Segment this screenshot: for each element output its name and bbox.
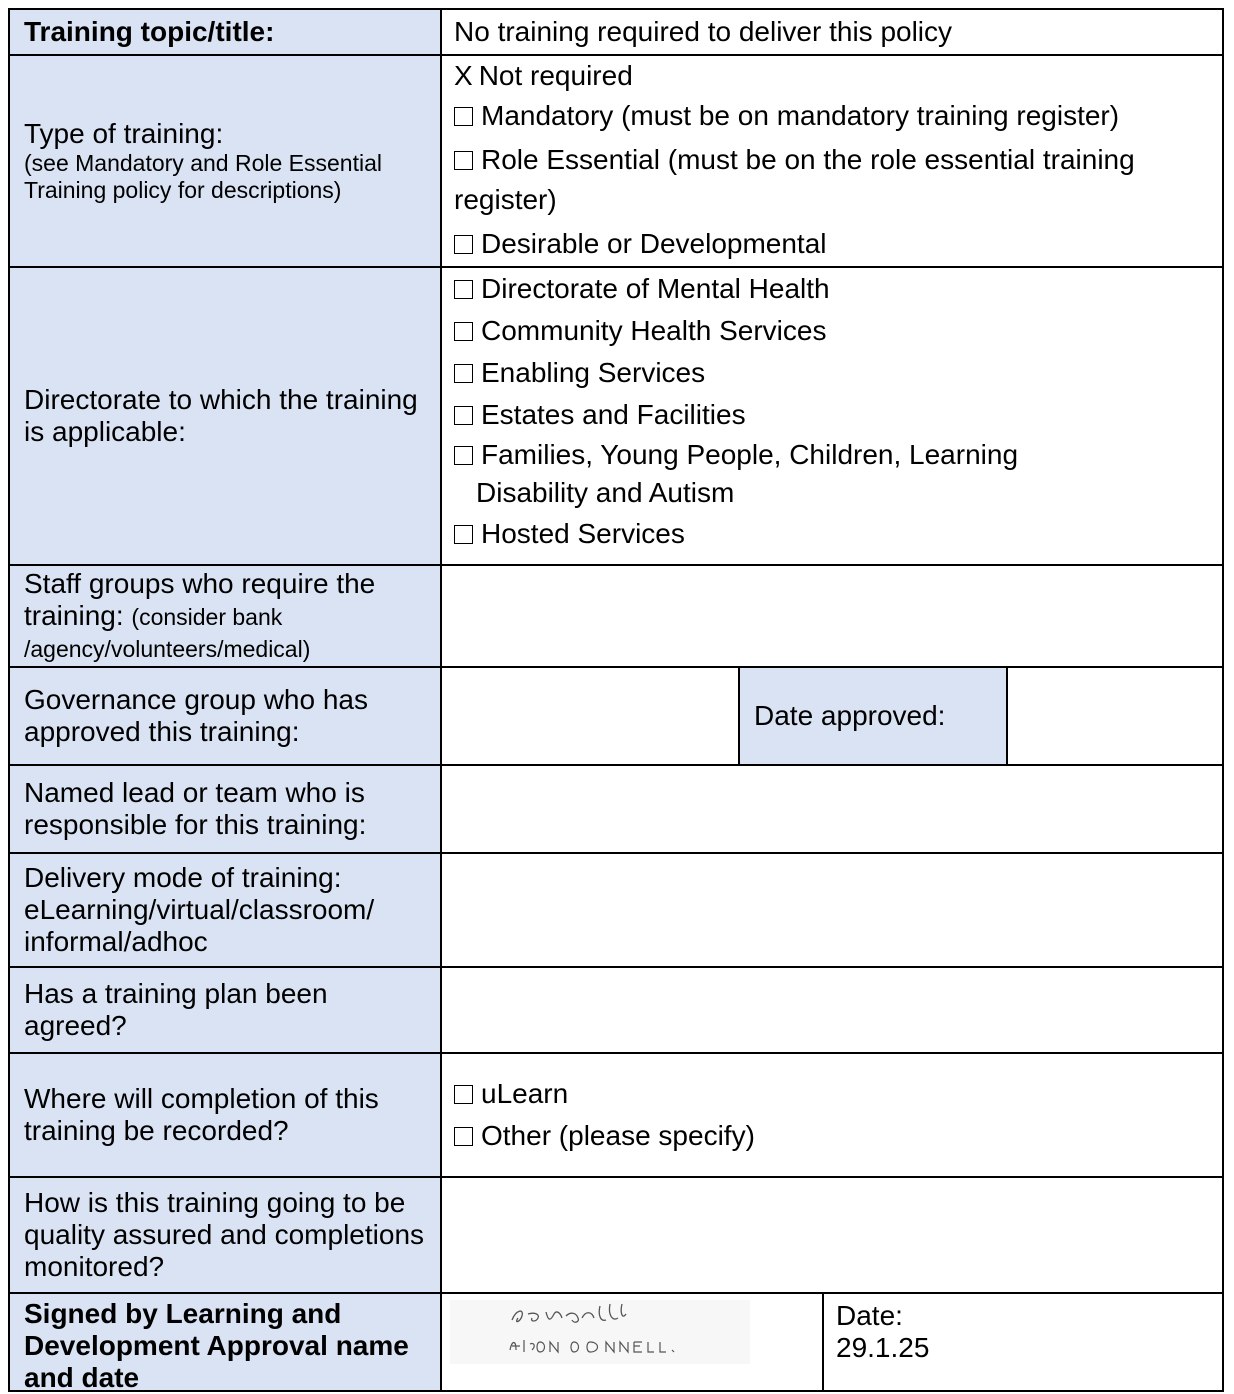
checkbox-icon [454, 235, 473, 254]
option-label: Directorate of Mental Health [481, 273, 830, 304]
staff-groups-note: (consider bank /agency/volunteers/medical) [24, 604, 311, 662]
checkbox-icon [454, 280, 473, 299]
checkbox-icon [454, 151, 473, 170]
training-form-table [8, 8, 1224, 1392]
row-named-lead [8, 764, 1224, 852]
option-label: Role Essential (must be on the role essential training register) [454, 144, 1135, 215]
delivery-mode-label: Delivery mode of training: eLearning/virtual/classroom/ informal/adhoc [10, 854, 442, 966]
checkbox-icon [454, 525, 473, 544]
x-mark-icon: X [454, 60, 473, 91]
signature-image [450, 1300, 750, 1364]
date-approved-value[interactable] [1008, 668, 1222, 764]
row-training-plan [8, 966, 1224, 1052]
training-plan-label: Has a training plan been agreed? [10, 968, 442, 1052]
staff-groups-label-cell [10, 566, 442, 666]
directorate-options [442, 268, 1222, 564]
checkbox-icon [454, 107, 473, 126]
governance-value[interactable] [442, 668, 740, 764]
type-option-role-essential[interactable] [454, 136, 1214, 224]
directorate-option-mental-health[interactable] [454, 268, 1214, 310]
signed-date-label: Date: [836, 1300, 903, 1331]
training-topic-label: Training topic/title: [10, 10, 442, 54]
option-label: Mandatory (must be on mandatory training register) [481, 100, 1120, 131]
signed-split [442, 1294, 1222, 1390]
training-type-note: (see Mandatory and Role Essential Training policy for descriptions) [24, 150, 382, 203]
row-delivery-mode [8, 852, 1224, 966]
checkbox-icon [454, 1127, 473, 1146]
option-label: Estates and Facilities [481, 399, 746, 430]
training-plan-value[interactable] [442, 968, 1222, 1052]
named-lead-label: Named lead or team who is responsible for this training: [10, 766, 442, 852]
directorate-option-enabling[interactable] [454, 352, 1214, 394]
checkbox-icon [454, 1085, 473, 1104]
option-label: Community Health Services [481, 315, 827, 346]
type-option-desirable[interactable] [454, 224, 1214, 264]
checkbox-icon [454, 322, 473, 341]
option-label: Desirable or Developmental [481, 228, 827, 259]
signed-date-value: 29.1.25 [836, 1332, 930, 1363]
quality-assured-value[interactable] [442, 1178, 1222, 1292]
training-type-label-cell [10, 56, 442, 266]
recorded-option-other[interactable] [454, 1115, 1214, 1157]
training-type-label: Type of training: [24, 118, 224, 149]
row-quality-assured [8, 1176, 1224, 1292]
directorate-label: Directorate to which the training is applicable: [10, 268, 442, 564]
signed-by-label: Signed by Learning and Development Approval name and date [10, 1294, 442, 1390]
option-label: Families, Young People, Children, Learning [481, 439, 1019, 470]
row-training-topic [8, 8, 1224, 54]
completion-recorded-options [442, 1054, 1222, 1176]
training-topic-value: No training required to deliver this policy [442, 10, 1222, 54]
signed-date-cell [824, 1294, 1222, 1390]
directorate-option-community[interactable] [454, 310, 1214, 352]
staff-groups-label: Staff groups who require the training: [24, 568, 376, 631]
directorate-option-estates[interactable] [454, 394, 1214, 436]
directorate-option-families-continuation: Disability and Autism [476, 477, 735, 508]
checkbox-icon [454, 364, 473, 383]
governance-label: Governance group who has approved this training: [10, 668, 442, 764]
option-label: Other (please specify) [481, 1120, 755, 1151]
row-governance [8, 666, 1224, 764]
delivery-mode-value[interactable] [442, 854, 1222, 966]
checkbox-icon [454, 406, 473, 425]
option-label: Not required [478, 60, 633, 91]
option-label: uLearn [481, 1078, 569, 1109]
row-directorate [8, 266, 1224, 564]
type-option-mandatory[interactable] [454, 96, 1214, 136]
directorate-option-hosted[interactable] [454, 512, 1214, 556]
signature-cell [442, 1294, 824, 1390]
training-type-options [442, 56, 1222, 266]
row-staff-groups [8, 564, 1224, 666]
staff-groups-value[interactable] [442, 566, 1222, 666]
row-signed-by [8, 1292, 1224, 1392]
checkbox-icon [454, 446, 473, 465]
governance-split [442, 668, 1222, 764]
row-training-type [8, 54, 1224, 266]
type-option-not-required[interactable] [454, 56, 1214, 96]
named-lead-value[interactable] [442, 766, 1222, 852]
directorate-option-families[interactable] [454, 436, 1214, 474]
option-label: Enabling Services [481, 357, 706, 388]
quality-assured-label: How is this training going to be quality assured and completions monitored? [10, 1178, 442, 1292]
option-label: Hosted Services [481, 518, 685, 549]
date-approved-label: Date approved: [740, 668, 1008, 764]
recorded-option-ulearn[interactable] [454, 1073, 1214, 1115]
completion-recorded-label: Where will completion of this training be recorded? [10, 1054, 442, 1176]
row-completion-recorded [8, 1052, 1224, 1176]
